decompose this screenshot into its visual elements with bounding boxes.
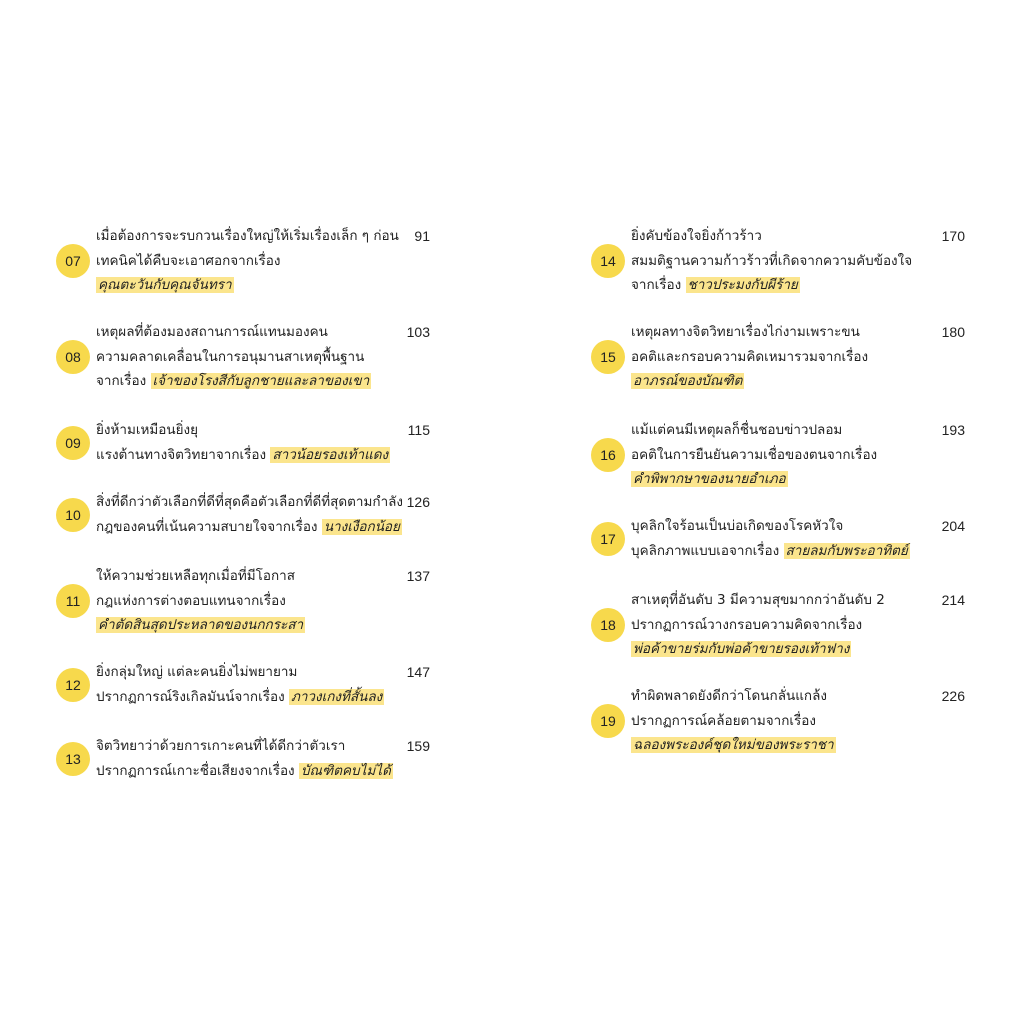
story-title-highlight: พ่อค้าขายร่มกับพ่อค้าขายรองเท้าฟาง <box>633 641 850 657</box>
chapter-source-line <box>631 275 800 295</box>
chapter-source-line <box>96 687 384 707</box>
story-title-highlight: สายลมกับพระอาทิตย์ <box>785 542 908 559</box>
story-title-highlight: คุณตะวันกับคุณจันทรา <box>98 277 232 293</box>
chapter-title: แม้แต่คนมีเหตุผลก็ชื่นชอบข่าวปลอม <box>631 422 843 438</box>
chapter-number-badge: 09 <box>56 426 90 460</box>
chapter-number-badge: 08 <box>56 340 90 374</box>
chapter-number-badge: 17 <box>591 522 625 556</box>
chapter-title: สิ่งที่ดีกว่าตัวเลือกที่ดีที่สุดคือตัวเลือกที่ดีที่สุดตามกำลัง <box>96 494 404 510</box>
chapter-source-line <box>96 761 393 781</box>
page-number: 103 <box>406 324 430 340</box>
chapter-source-line <box>96 445 390 465</box>
story-title-highlight: ภาวงเกงที่สั้นลง <box>290 688 383 705</box>
page-number: 159 <box>406 738 430 754</box>
story-title-highlight: คำตัดสินสุดประหลาดของนกกระสา <box>98 617 304 633</box>
chapter-source-line <box>96 371 371 391</box>
page-number: 126 <box>406 494 430 510</box>
chapter-subtitle: ปรากฏการณ์วางกรอบความคิดจากเรื่อง <box>631 616 863 633</box>
source-prefix: บุคลิกภาพแบบเอจากเรื่อง <box>631 542 784 559</box>
chapter-number-badge: 14 <box>591 244 625 278</box>
source-prefix: จากเรื่อง <box>631 277 686 293</box>
chapter-subtitle: เทคนิคได้คืบจะเอาศอกจากเรื่อง <box>96 252 281 269</box>
story-title-highlight: บัณฑิตคบไม่ได้ <box>300 762 391 779</box>
chapter-subtitle: ปรากฏการณ์คล้อยตามจากเรื่อง <box>631 712 816 729</box>
chapter-title: เมื่อต้องการจะรบกวนเรื่องใหญ่ให้เริ่มเรื่องเล็ก ๆ ก่อน <box>96 228 399 244</box>
page-number: 193 <box>941 422 965 438</box>
chapter-number-badge: 19 <box>591 704 625 738</box>
page-number: 180 <box>941 324 965 340</box>
chapter-source-line <box>631 639 851 659</box>
chapter-subtitle: กฎแห่งการต่างตอบแทนจากเรื่อง <box>96 592 286 609</box>
chapter-number-badge: 11 <box>56 584 90 618</box>
story-title-highlight: สาวน้อยรองเท้าแดง <box>272 446 389 463</box>
chapter-subtitle: อคติในการยืนยันความเชื่อของตนจากเรื่อง <box>631 446 878 463</box>
chapter-number-badge: 16 <box>591 438 625 472</box>
source-prefix: แรงต้านทางจิตวิทยาจากเรื่อง <box>96 446 271 463</box>
page-number: 137 <box>406 568 430 584</box>
source-prefix: จากเรื่อง <box>96 373 151 389</box>
chapter-title: ทำผิดพลาดยังดีกว่าโดนกลั่นแกล้ง <box>631 688 827 704</box>
page-number: 214 <box>941 592 965 608</box>
story-title-highlight: นางเงือกน้อย <box>323 518 400 535</box>
chapter-title: บุคลิกใจร้อนเป็นบ่อเกิดของโรคหัวใจ <box>631 518 844 534</box>
chapter-source-line <box>631 541 910 561</box>
chapter-title: ยิ่งห้ามเหมือนยิ่งยุ <box>96 422 199 438</box>
source-prefix: กฎของคนที่เน้นความสบายใจจากเรื่อง <box>96 518 322 535</box>
chapter-number-badge: 18 <box>591 608 625 642</box>
source-prefix: ปรากฏการณ์ริงเกิลมันน์จากเรื่อง <box>96 688 289 705</box>
page-number: 170 <box>941 228 965 244</box>
page-number: 91 <box>414 228 430 244</box>
chapter-subtitle: สมมติฐานความก้าวร้าวที่เกิดจากความคับข้องใจ <box>631 252 913 269</box>
chapter-title: เหตุผลที่ต้องมองสถานการณ์แทนมองคน <box>96 324 328 340</box>
chapter-title: ยิ่งกลุ่มใหญ่ แต่ละคนยิ่งไม่พยายาม <box>96 664 298 680</box>
page-number: 147 <box>406 664 430 680</box>
chapter-title: ให้ความช่วยเหลือทุกเมื่อที่มีโอกาส <box>96 568 295 584</box>
source-prefix: ปรากฏการณ์เกาะชื่อเสียงจากเรื่อง <box>96 762 299 779</box>
page-number: 204 <box>941 518 965 534</box>
chapter-number-badge: 07 <box>56 244 90 278</box>
chapter-title: ยิ่งคับข้องใจยิ่งก้าวร้าว <box>631 228 762 244</box>
chapter-source-line <box>631 371 744 391</box>
chapter-subtitle: ความคลาดเคลื่อนในการอนุมานสาเหตุพื้นฐาน <box>96 348 365 365</box>
chapter-number-badge: 15 <box>591 340 625 374</box>
chapter-title: เหตุผลทางจิตวิทยาเรื่องไก่งามเพราะขน <box>631 324 860 340</box>
chapter-source-line <box>96 615 305 635</box>
story-title-highlight: เจ้าของโรงสีกับลูกชายและลาของเขา <box>152 373 370 389</box>
chapter-source-line <box>96 275 234 295</box>
story-title-highlight: คำพิพากษาของนายอำเภอ <box>633 471 786 487</box>
chapter-title: สาเหตุที่อันดับ 3 มีความสุขมากกว่าอันดับ 2 <box>631 592 885 608</box>
chapter-number-badge: 13 <box>56 742 90 776</box>
chapter-number-badge: 10 <box>56 498 90 532</box>
chapter-source-line <box>96 517 402 537</box>
chapter-source-line <box>631 469 788 489</box>
chapter-number-badge: 12 <box>56 668 90 702</box>
story-title-highlight: อาภรณ์ของบัณฑิต <box>633 373 743 389</box>
page-number: 115 <box>407 422 430 438</box>
page-number: 226 <box>941 688 965 704</box>
story-title-highlight: ชาวประมงกับผีร้าย <box>687 277 798 293</box>
chapter-subtitle: อคติและกรอบความคิดเหมารวมจากเรื่อง <box>631 348 869 365</box>
chapter-source-line <box>631 735 836 755</box>
chapter-title: จิตวิทยาว่าด้วยการเกาะคนที่ได้ดีกว่าตัวเรา <box>96 738 346 754</box>
story-title-highlight: ฉลองพระองค์ชุดใหม่ของพระราชา <box>633 737 834 753</box>
